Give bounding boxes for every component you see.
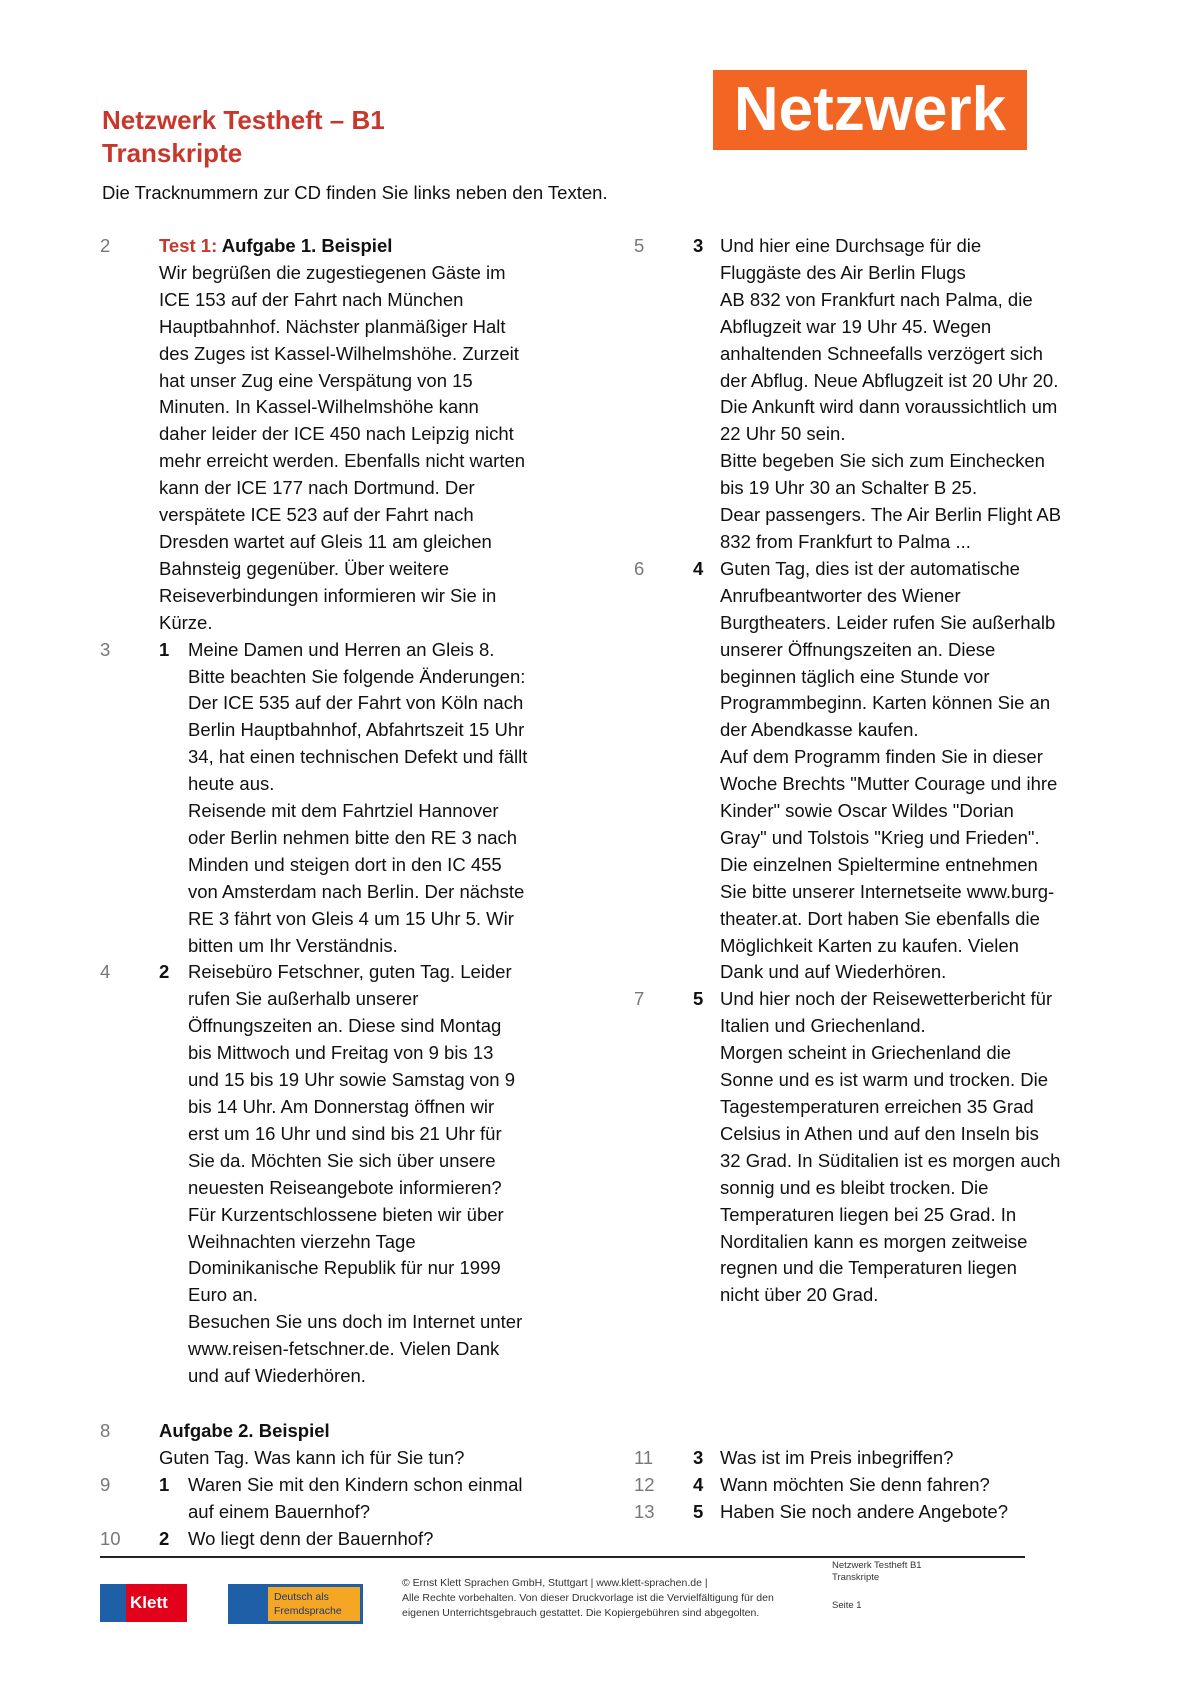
transcript-entry [102,1526,582,1553]
transcript-entry [634,1445,1104,1472]
transcript-text: Meine Damen und Herren an Gleis 8. Bitte beachten Sie folgende Änderungen: Der ICE 535 auf der Fahrt von Köln nach Berlin Hauptbahnhof, Abfahrtszeit 15 Uhr 34, hat einen technischen Defekt und fällt heute aus. Reisende mit dem Fahrtziel Hannover oder Berlin nehmen bitte den RE 3 nach Minden und steigen dort in den IC 455 von Amsterdam nach Berlin. Der nächste RE 3 fährt von Gleis 4 um 15 Uhr 5. Wir bitten um Ihr Verständnis. [188,638,528,956]
transcript-text: Guten Tag, dies ist der automatische Anrufbeantworter des Wiener Burgtheaters. Leider rufen Sie außerhalb unserer Öffnungszeiten an. Diese beginnen täglich eine Stunde vor Programmbeginn. Karten können Sie an der Abendkasse kaufen. Auf dem Programm finden Sie in dieser Woche Brechts "Mutter Courage und ihre Kinder" sowie Oscar Wildes "Dorian Gray" und Tolstois "Krieg und Frieden". Die einzelnen Spieltermine entnehmen Sie bitte unserer Internetseite www.burg- theater.at. Dort haben Sie ebenfalls die Möglichkeit Karten zu kaufen. Vielen Dank und auf Wiederhören. [720,557,1058,983]
test-label: Test 1: [159,235,222,256]
transcript-text: Wo liegt denn der Bauernhof? [188,1527,434,1549]
page-title [102,104,385,170]
transcript-entry [102,637,582,960]
transcript-entry [634,1499,1104,1526]
track-number: 6 [634,557,645,579]
klett-mark-icon [100,1584,126,1622]
transcript-entry [634,556,1104,987]
item-number: 3 [693,1447,704,1468]
entry-heading [159,233,582,260]
intro-text: Die Tracknummern zur CD finden Sie links neben den Texten. [102,182,608,203]
daf-logo-text: Deutsch als Fremdsprache [268,1587,360,1621]
klett-logo [100,1584,187,1622]
transcript-entry [634,1472,1104,1499]
transcript-text: Waren Sie mit den Kindern schon einmal auf einem Bauernhof? [188,1473,523,1522]
page-number: Seite 1 [832,1600,862,1611]
track-number: 4 [100,961,111,983]
netzwerk-logo: Netzwerk [713,70,1027,150]
aufgabe-heading: Aufgabe 1. Beispiel [221,235,393,256]
footer-meta [832,1560,922,1584]
track-number: 7 [634,988,645,1010]
aufgabe-heading: Aufgabe 2. Beispiel [159,1420,330,1441]
track-number: 3 [100,638,111,660]
copyright-notice: © Ernst Klett Sprachen GmbH, Stuttgart | www.klett-sprachen.de | Alle Rechte vorbehalten. Von dieser Druckvorlage ist die Vervielfältigung für den eigenen Unterrichtsgebrauch gestattet. Die Kopiergebühren sind abgegolten. [402,1577,774,1619]
aufgabe-2-left [102,1418,582,1553]
transcript-text: Und hier noch der Reisewetterbericht für Italien und Griechenland. Morgen scheint in Griechenland die Sonne und es ist warm und trocken. Die Tagestemperaturen erreichen 35 Grad Celsius in Athen und auf den Inseln bis 32 Grad. In Süditalien ist es morgen auch sonnig und es bleibt trocken. Die Temperaturen liegen bei 25 Grad. In Norditalien kann es morgen zeitweise regnen und die Temperaturen liegen nicht über 20 Grad. [720,988,1061,1306]
track-number: 13 [634,1500,655,1522]
track-number: 5 [634,235,645,256]
transcript-entry [102,959,582,1390]
item-number: 2 [159,1527,170,1549]
track-number: 11 [634,1447,654,1468]
item-number: 3 [693,235,704,256]
transcript-text: Was ist im Preis inbegriffen? [720,1447,954,1468]
item-number: 1 [159,1473,170,1495]
track-number: 2 [100,235,111,256]
footer-meta-subtitle: Transkripte [832,1572,880,1583]
left-column [102,233,582,1390]
transcript-text: Und hier eine Durchsage für die Fluggäste des Air Berlin Flugs AB 832 von Frankfurt nach Palma, die Abflugzeit war 19 Uhr 45. Wegen anhaltenden Schneefalls verzögert sich der Abflug. Neue Abflugzeit ist 20 Uhr 20. Die Ankunft wird dann voraussichtlich um 22 Uhr 50 sein. Bitte begeben Sie sich zum Einchecken bis 19 Uhr 30 an Schalter B 25. Dear passengers. The Air Berlin Flight AB 832 from Frankfurt to Palma ... [720,235,1062,552]
transcript-entry [102,1418,582,1472]
item-number: 4 [693,557,704,579]
daf-logo [228,1584,363,1624]
item-number: 1 [159,638,170,660]
item-number: 5 [693,988,704,1010]
item-number: 2 [159,961,170,983]
item-number: 5 [693,1500,704,1522]
transcript-entry [102,233,582,637]
footer-meta-title: Netzwerk Testheft B1 [832,1560,922,1571]
aufgabe-2-right [634,1445,1104,1526]
transcript-text: Haben Sie noch andere Angebote? [720,1500,1009,1522]
footer-divider [100,1556,1025,1558]
track-number: 10 [100,1527,121,1549]
transcript-entry [634,986,1104,1309]
track-number: 12 [634,1473,655,1495]
transcript-text: Guten Tag. Was kann ich für Sie tun? [159,1446,465,1468]
klett-logo-text: Klett [130,1593,168,1612]
transcript-text: Wann möchten Sie denn fahren? [720,1473,990,1495]
track-number: 8 [100,1420,111,1441]
transcript-text: Reisebüro Fetschner, guten Tag. Leider rufen Sie außerhalb unserer Öffnungszeiten an. Diese sind Montag bis Mittwoch und Freitag von 9 bis 13 und 15 bis 19 Uhr sowie Samstag von 9 bis 14 Uhr. Am Donnerstag öffnen wir erst um 16 Uhr und sind bis 21 Uhr für Sie da. Möchten Sie sich über unsere neuesten Reiseangebote informieren? Für Kurzentschlossene bieten wir über Weihnachten vierzehn Tage Dominikanische Republik für nur 1999 Euro an. Besuchen Sie uns doch im Internet unter www.reisen-fetschner.de. Vielen Dank und auf Wiederhören. [188,961,523,1387]
item-number: 4 [693,1473,704,1495]
title-line-1: Netzwerk Testheft – B1 [102,105,385,135]
transcript-entry [102,1472,582,1526]
transcript-text: Wir begrüßen die zugestiegenen Gäste im ICE 153 auf der Fahrt nach München Hauptbahnhof. Nächster planmäßiger Halt des Zuges ist Kassel-Wilhelmshöhe. Zurzeit hat unser Zug eine Verspätung von 15 Minuten. In Kassel-Wilhelmshöhe kann daher leider der ICE 450 nach Leipzig nicht mehr erreicht werden. Ebenfalls nicht warten kann der ICE 177 nach Dortmund. Der verspätete ICE 523 auf der Fahrt nach Dresden wartet auf Gleis 11 am gleichen Bahnsteig gegenüber. Über weitere Reiseverbindungen informieren wir Sie in Kürze. [159,261,526,633]
track-number: 9 [100,1473,111,1495]
transcript-entry [634,233,1104,556]
right-column [634,233,1104,1309]
title-line-2: Transkripte [102,138,243,168]
